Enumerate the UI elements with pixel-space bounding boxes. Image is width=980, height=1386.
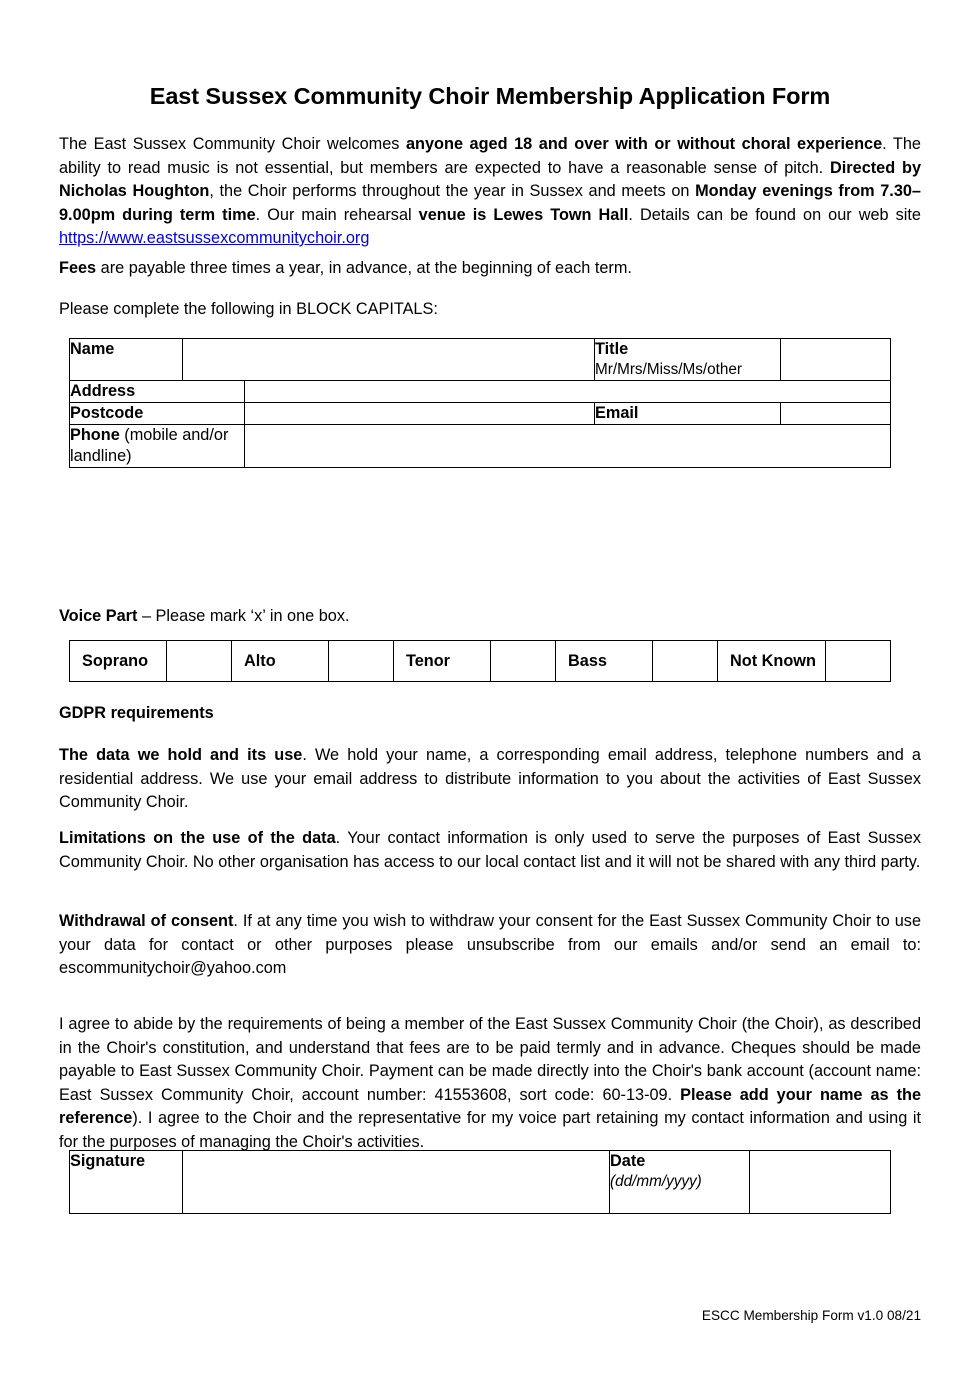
voice-part-checkbox-soprano[interactable] xyxy=(167,641,232,682)
voice-part-heading-bold: Voice Part xyxy=(59,607,138,625)
gdpr-withdrawal-text: . If at any time you wish to withdraw your consent for the East Sussex Community Choir to use your data for contact or other purposes please unsubscribe from our emails and/or send an email to: escommunitychoir@yahoo.com xyxy=(59,912,921,977)
gdpr-limitations-block xyxy=(59,827,921,874)
voice-part-checkbox-bass[interactable] xyxy=(653,641,718,682)
gdpr-data-use-text: . We hold your name, a corresponding email address, telephone numbers and a residential address. We use your email address to distribute information to you about the activities of East Sussex Community Choir. xyxy=(59,746,921,811)
gdpr-limitations-bold: Limitations on the use of the data xyxy=(59,829,336,847)
intro-text-1: The East Sussex Community Choir welcomes xyxy=(59,135,406,153)
gdpr-data-use-block xyxy=(59,744,921,815)
email-label: Email xyxy=(595,403,781,425)
voice-part-label-not-known: Not Known xyxy=(718,641,826,682)
fees-bold: Fees xyxy=(59,259,97,277)
table-row-name xyxy=(70,339,891,381)
phone-label-rest: (mobile and/or landline) xyxy=(70,426,229,465)
table-row-postcode xyxy=(70,403,891,425)
document-footer: ESCC Membership Form v1.0 08/21 xyxy=(701,1308,921,1323)
voice-part-label-alto: Alto xyxy=(232,641,329,682)
gdpr-heading-block xyxy=(59,702,921,726)
date-input[interactable] xyxy=(750,1151,891,1214)
gdpr-withdrawal-bold: Withdrawal of consent xyxy=(59,912,234,930)
email-input[interactable] xyxy=(781,403,891,425)
intro-paragraph-block xyxy=(59,133,921,251)
postcode-label: Postcode xyxy=(70,403,245,425)
table-row-address xyxy=(70,381,891,403)
page-title: East Sussex Community Choir Membership Application Form xyxy=(149,83,831,109)
phone-input[interactable] xyxy=(245,425,891,468)
fees-block xyxy=(59,257,921,281)
phone-label-bold: Phone xyxy=(70,426,120,444)
fees-text: are payable three times a year, in advance, at the beginning of each term. xyxy=(96,259,632,277)
intro-bold-3: Monday evenings from 7.30–9.00pm during term time xyxy=(59,182,921,224)
gdpr-withdrawal-block xyxy=(59,910,921,981)
intro-text-5: . Details can be found on our web site xyxy=(628,205,921,224)
agreement-text-1: I agree to abide by the requirements of being a member of the East Sussex Community Choir (the Choir), as described in the Choir's constitution, and understand that fees are to be paid termly and in advance. Cheques should be made payable to East Sussex Community Choir. Payment can be made directly into the Choir's bank account (account name: East Sussex Community Choir, account number: 41553608, sort code: 60-13-09. xyxy=(59,1015,921,1104)
name-input[interactable] xyxy=(183,339,595,381)
voice-part-checkbox-alto[interactable] xyxy=(329,641,394,682)
voice-part-checkbox-tenor[interactable] xyxy=(491,641,556,682)
agreement-paragraph xyxy=(59,1013,921,1154)
date-label-format: (dd/mm/yyyy) xyxy=(610,1173,702,1190)
intro-bold-1: anyone aged 18 and over with or without choral experience xyxy=(406,135,883,153)
voice-part-checkbox-not-known[interactable] xyxy=(826,641,891,682)
gdpr-data-use-bold: The data we hold and its use xyxy=(59,746,303,764)
gdpr-withdrawal-paragraph xyxy=(59,910,921,981)
voice-part-heading xyxy=(59,605,921,629)
gdpr-data-use-paragraph xyxy=(59,744,921,815)
intro-text-4: . Our main rehearsal xyxy=(255,205,419,224)
personal-details-table xyxy=(69,338,891,468)
voice-part-label-bass: Bass xyxy=(556,641,653,682)
agreement-block xyxy=(59,1013,921,1154)
title-input[interactable] xyxy=(781,339,891,381)
voice-part-label-tenor: Tenor xyxy=(394,641,491,682)
address-input[interactable] xyxy=(245,381,891,403)
date-label-text: Date xyxy=(610,1152,646,1170)
website-link[interactable]: https://www.eastsussexcommunitychoir.org xyxy=(59,229,370,247)
voice-part-heading-block xyxy=(59,605,921,629)
intro-text-3: , the Choir performs throughout the year in Sussex and meets on xyxy=(209,182,696,200)
gdpr-limitations-paragraph xyxy=(59,827,921,874)
voice-part-table xyxy=(69,640,891,682)
signature-input[interactable] xyxy=(183,1151,610,1214)
signature-row xyxy=(70,1151,891,1214)
voice-part-label-soprano: Soprano xyxy=(70,641,167,682)
fees-paragraph xyxy=(59,257,921,281)
postcode-input[interactable] xyxy=(245,403,595,425)
table-row-phone xyxy=(70,425,891,468)
phone-label xyxy=(70,425,245,468)
intro-text-2: . The ability to read music is not essential, but members are expected to have a reasonable sense of pitch. xyxy=(59,135,921,177)
block-capitals-instruction: Please complete the following in BLOCK CAPITALS: xyxy=(59,300,438,318)
date-label xyxy=(610,1151,750,1214)
agreement-text-2: ). I agree to the Choir and the representative for my voice part retaining my contact information and using it for the purposes of managing the Choir's activities. xyxy=(59,1109,921,1151)
agreement-bold-1: Please add your name as the reference xyxy=(59,1085,921,1127)
voice-part-row xyxy=(70,641,891,682)
title-label xyxy=(595,339,781,381)
title-label-sub: Mr/Mrs/Miss/Ms/other xyxy=(595,361,743,378)
address-label: Address xyxy=(70,381,245,403)
gdpr-heading: GDPR requirements xyxy=(59,704,214,722)
signature-table xyxy=(69,1150,891,1214)
block-capitals-block xyxy=(59,298,921,322)
intro-bold-4: venue is Lewes Town Hall xyxy=(418,205,629,224)
signature-label: Signature xyxy=(70,1151,183,1214)
gdpr-limitations-text: . Your contact information is only used to serve the purposes of East Sussex Community Choir. No other organisation has access to our local contact list and it will not be shared with any third party. xyxy=(59,829,921,871)
intro-paragraph xyxy=(59,133,921,251)
name-label: Name xyxy=(70,339,183,381)
title-label-text: Title xyxy=(595,340,629,358)
intro-bold-2: Directed by Nicholas Houghton xyxy=(59,158,921,200)
voice-part-heading-rest: – Please mark ‘x’ in one box. xyxy=(137,607,350,625)
